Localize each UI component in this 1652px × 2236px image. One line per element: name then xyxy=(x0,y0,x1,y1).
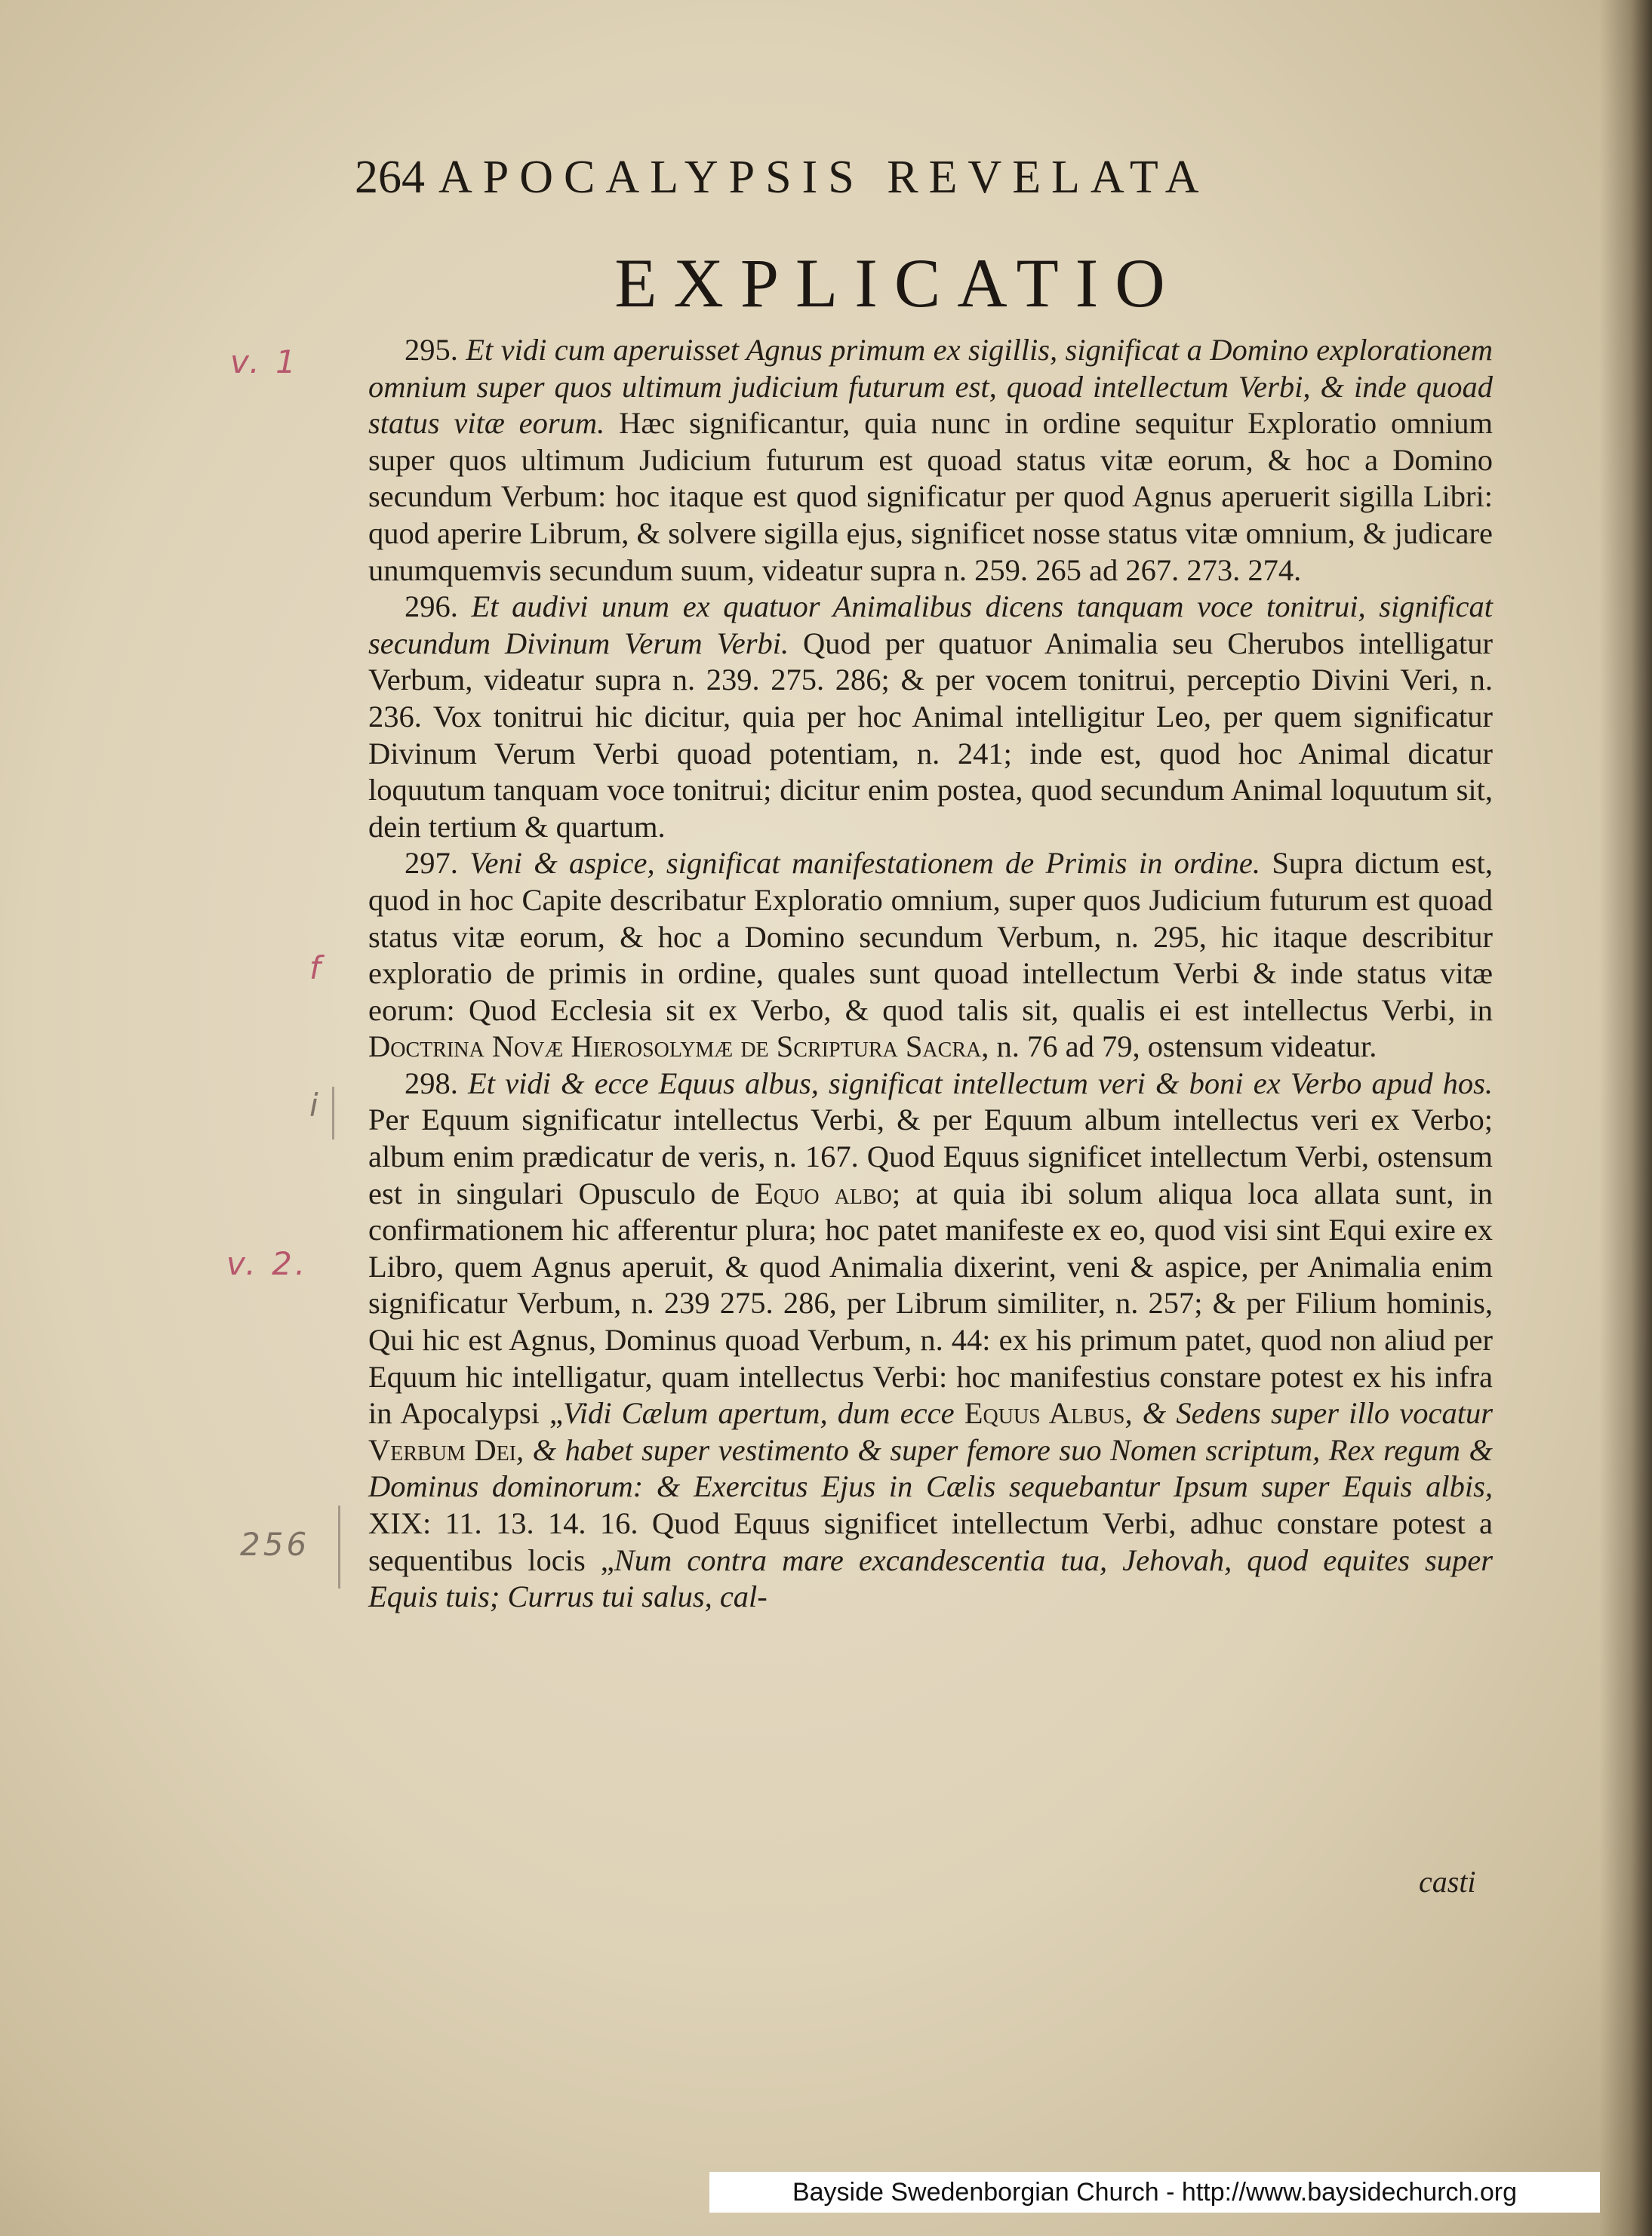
scripture-reference: XIX: 11. 13. 14. 16. xyxy=(368,1506,638,1540)
quotation: , & Sedens super illo vocatur xyxy=(1124,1396,1493,1431)
margin-note-i: i xyxy=(309,1087,321,1124)
paragraph-text: Per Equum significatur intellectus Verbi, & per Equum album intellectus veri ex Verbo; album enim prædicatur de veris, n. 167. Quod Equus significet intellectum Verbi, ostensum est in singulari Opusculo de xyxy=(368,1103,1493,1210)
lemma: Et vidi & ecce Equus albus, significat intellectum veri & boni ex Verbo apud hos. xyxy=(468,1066,1493,1100)
watermark-banner: Bayside Swedenborgian Church - http://www.baysidechurch.org xyxy=(709,2172,1600,2213)
paragraph-number: 296. xyxy=(405,589,458,624)
margin-bracket-mark xyxy=(338,1506,340,1589)
catchword: casti xyxy=(1419,1865,1476,1899)
paragraph-text: ; at quia ibi solum aliqua loca allata sunt, in confirmationem hic afferentur plura; hoc patet manifeste ex eo, quod visi sint Equi exire ex Libro, quem Agnus aperuit, & quod Animalia dixerint, veni & aspice, per Animalia enim significatur Verbum, n. 239 275. 286, per Librum similiter, n. 257; & per Filium hominis, Qui hic est Agnus, Dominus quoad Verbum, n. 44: ex his primum patet, quod non aliud per Equum hic intelligatur, quam intellectus Verbi: hoc manifestius constare potest ex his infra in Apocalypsi „ xyxy=(368,1176,1494,1431)
lemma: Veni & aspice, significat manifestationem de Primis in ordine. xyxy=(469,846,1261,881)
work-title: Doctrina Novæ Hierosolymæ de Scriptura Sacra xyxy=(368,1029,982,1064)
paragraph-text: Quod per quatuor Animalia seu Cherubos intelligatur Verbum, videatur supra n. 239. 275. 286; & per vocem tonitrui, perceptio Divini Veri, n. 236. Vox tonitrui hic dicitur, quia per hoc Animal intelligitur Leo, per quem significatur Divinum Verum Verbi quoad potentiam, n. 241; inde est, quod hoc Animal dicatur loquutum tanquam voce tonitrui; dicitur enim postea, quod secundum Animal loquutum sit, dein tertium & quartum. xyxy=(368,626,1493,844)
text-body xyxy=(368,332,1493,1616)
quotation: , & habet super vestimento & super femore suo Nomen scriptum, Rex regum & Dominus dominorum: & Exercitus Ejus in Cælis sequebantur Ipsum super Equis albis, xyxy=(368,1432,1493,1504)
margin-note-v1: v. 1 xyxy=(230,343,299,380)
lemma: Et vidi cum aperuisset Agnus primum ex sigillis, significat a Domino explorationem omnium super quos ultimum judicium futurum est, quoad intellectum Verbi, & inde quoad status vitæ eorum. xyxy=(368,333,1494,441)
paragraph-text: Quod Equus significet intellectum Verbi, adhuc constare potest a sequentibus locis „ xyxy=(368,1506,1494,1577)
work-title: Equo albo xyxy=(755,1176,892,1210)
paragraph-298 xyxy=(368,1066,1493,1616)
margin-note-f: f xyxy=(309,949,324,986)
running-head xyxy=(355,147,1441,208)
quotation-emphasis: Equus Albus xyxy=(964,1396,1125,1431)
lemma: Et audivi unum ex quatuor Animalibus dicens tanquam voce tonitrui, significat secundum Divinum Verum Verbi. xyxy=(368,589,1494,660)
paragraph-296 xyxy=(368,589,1493,845)
section-heading: EXPLICATIO xyxy=(614,245,1182,321)
quotation: Num contra mare excandescentia tua, Jehovah, quod equites super Equis tuis; Currus tui salus, cal- xyxy=(368,1542,1493,1614)
paragraph-text: Hæc significantur, quia nunc in ordine sequitur Exploratio omnium super quos ultimum Judicium futurum est quoad status vitæ eorum, & hoc a Domino secundum Verbum: hoc itaque est quod significatur per quod Agnus aperuerit sigilla Libri: quod aperire Librum, & solvere sigilla ejus, significet nosse status vitæ omnium, & judicare unumquemvis secundum suum, videatur supra n. 259. 265 ad 267. 273. 274. xyxy=(368,406,1493,587)
paragraph-number: 297. xyxy=(405,846,458,881)
page-number: 264 xyxy=(355,152,425,203)
paragraph-number: 295. xyxy=(405,333,458,367)
margin-note-v2: v. 2. xyxy=(226,1245,309,1282)
quotation: Vidi Cælum apertum, dum ecce xyxy=(563,1396,955,1431)
paragraph-text: , n. 76 ad 79, ostensum videatur. xyxy=(981,1029,1377,1064)
margin-line-mark xyxy=(332,1087,334,1140)
paragraph-number: 298. xyxy=(405,1066,458,1100)
margin-note-256: 256 xyxy=(240,1526,310,1563)
paragraph-text: Supra dictum est, quod in hoc Capite describatur Exploratio omnium, super quos Judicium futurum est quoad status vitæ eorum, & hoc a Domino secundum Verbum, n. 295, hic itaque describitur exploratio de primis in ordine, quales sunt quoad intellectum Verbi & inde status vitæ eorum: Quod Ecclesia sit ex Verbo, & quod talis sit, qualis ei est intellectus Verbi, in xyxy=(368,846,1494,1027)
paragraph-297 xyxy=(368,845,1493,1066)
paragraph-295 xyxy=(368,332,1493,589)
running-title: APOCALYPSIS REVELATA xyxy=(438,152,1210,203)
quotation-emphasis: Verbum Dei xyxy=(368,1432,517,1467)
